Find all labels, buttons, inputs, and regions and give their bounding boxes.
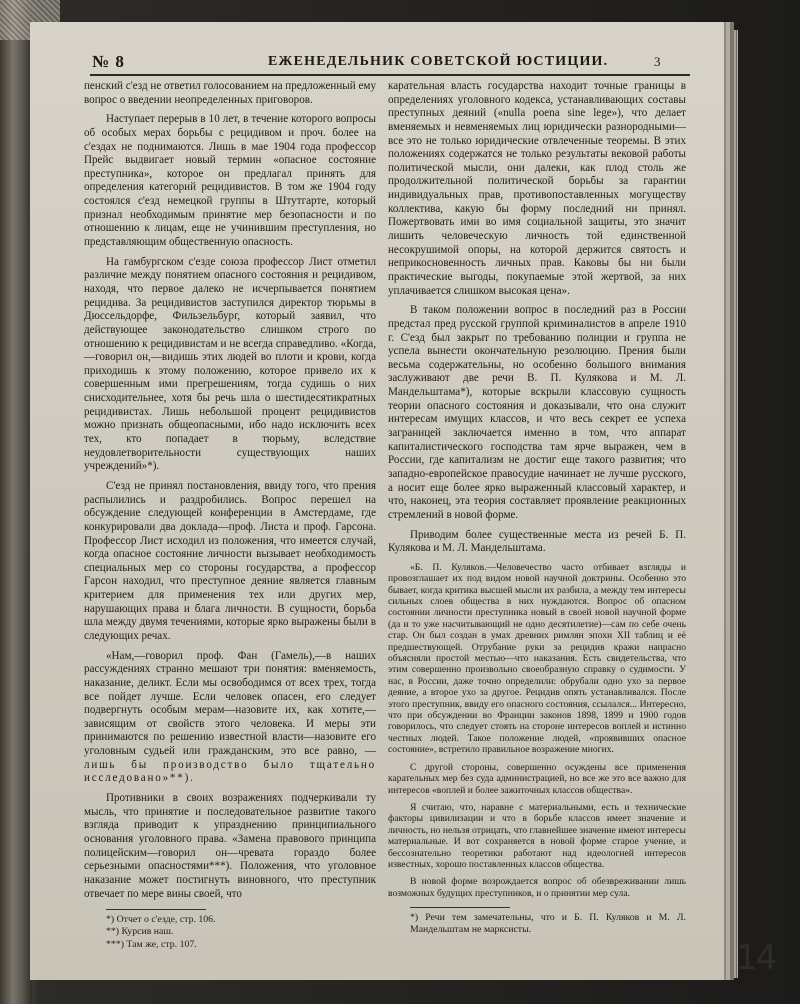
paragraph: На гамбургском с'езде союза профессор Лист отметил различие между понятием опасного состояния и рецидивом, находя, что первое далеко не исчерпывается понятием рецидива. За рецидивистов заступился директор тюрьмы в Дюссельдорфе, Фильзельбург, который заявил, что действующее законодательство слишком строго по отношению к рецидивистам и не всегда справедливо. «Когда,—говорил он,—видишь этих людей во плоти и крови, когда приходишь к этому положению, которое привело их к совершенным ими прегрешениям, тогда судишь о них снисходительнее, хотя бы речь шла о шестидесятикратных рецидивистах. Лишь небольшой процент рецидивистов можно признать общеопасными, ибо надо исключить всех тех, кто попадает в тюрьму, вследствие неудовлетворительности существующих наших учреждений»*). bbox=[84, 255, 376, 473]
page-stack-edge bbox=[724, 30, 738, 978]
book-binding bbox=[0, 0, 32, 1004]
quoted-speech: Я считаю, что, наравне с материальными, есть и технические факторы цивилизации и что в борьбе классов имеет значение и личность, но нельзя отрицать, что главнейшее значение имеют интересы материальные. И вот сохраняется в новой форме старое учение, и бессознательно теоретики работают над идеологией интересов известных, хорошо поставленных классов общества. bbox=[388, 801, 687, 870]
paragraph: С'езд не принял постановления, ввиду того, что прения распылились и раздробились. Вопрос перешел на обсуждение следующей конференции в Амстердаме, где конкурировали два доклада—проф. Листа и проф. Гарсона. Профессор Лист исходил из положения, что имеется случай, когда опасное состояние личности вызывает необходимость специальных мер со стороны государства, а профессор Гарсон находил, что преступное деяние является главным критерием для применения тех или других мер, нарушающих права и блага личности. В сущности, борьба шла между двумя течениями, которые ярко выражены были в следующих речах. bbox=[84, 479, 376, 642]
footnote-rule bbox=[106, 909, 206, 910]
header-rule bbox=[90, 74, 690, 76]
paragraph: Противники в своих возражениях подчеркивали ту мысль, что принятие и последовательное развитие такого взгляда приводит к упразднению принципиального основания уголовного права. «Замена правового принципа полицейским—говорил он—чревата гораздо более серьезными опасностями***). Положения, что уголовное наказание может постигнуть виновного, что преступник отвечает по мере вины своей, что bbox=[84, 792, 376, 900]
right-column bbox=[388, 80, 686, 937]
running-header bbox=[92, 52, 692, 72]
quote-paragraph bbox=[84, 650, 376, 786]
issue-number: № 8 bbox=[92, 52, 125, 71]
spaced-emphasis: лишь бы производство было тщательно исследовано»**). bbox=[84, 758, 376, 785]
journal-title: ЕЖЕНЕДЕЛЬНИК СОВЕТСКОЙ ЮСТИЦИИ. bbox=[268, 54, 609, 69]
paragraph: пенский с'езд не ответил голосованием на предложенный ему вопрос о введении неопределенных приговоров. bbox=[84, 80, 376, 106]
quoted-speech: В новой форме возрождается вопрос об обезвреживании лишь возможных будущих преступников, и о принятии мер сула. bbox=[388, 876, 686, 899]
quoted-speech: С другой стороны, совершенно осуждены все применения карательных мер без суда администрацией, но все же это все важно для интересов «воплей и более зажиточных классов общества». bbox=[388, 761, 686, 796]
paragraph: карательная власть государства находит точные границы в определениях уголовного кодекса, устанавливающих составы преступных деяний («nulla poena sine lege»), что делает вменяемых и невменяемых лиц юридически разнородными—все это не только юридические отвлеченные теоремы. В этих положениях содержатся не только результаты вековой работы политической мысли, они далеки, как плод столь же продолжительной политической борьбы за гарантии индивидуальных прав, противопоставленных могуществу коллектива, какую бы форму последний ни принял. Пожертвовать ими во имя социальной защиты, это значит лишить человеческую личность той единственной несокрушимой опоры, на которой держится святость и неприкосновенность личных прав. Каковы бы ни были практические выгоды, покупаемые этой жертвой, за них уплачивается слишком высокая цена». bbox=[388, 80, 686, 297]
quoted-speech: «Б. П. Куляков.—Человечество часто отбивает взгляды и провозглашает их под видом новой научной доктрины. Особенно это бывает, когда критика высшей мысли их разбила, а между тем интересы сильных слоев общества в них нуждаются. Вопрос об опасном состоянии личности преступника новый в своей новой научной форме (да и то уже насчитывающий не одно десятилетие)—сам по себе очень стар. Он был создан в умах древних римлян эпохи XII таблиц и её предшествующей. Отрубание руки за рецидив кражи напрасно объясняли простой местью—что наказания. Есть свидетельства, что этим совершенно произвольно своеобразную справку о судимости. У нас, в России, даже точно определили: обрубали одно ухо за первое деяние, а второе ухо за другое. Рецидив опять устанавливался. После этого преступник, ввиду его опасного состояния, ссылался... Интересно, что при обсуждении во Франции законов 1898, 1899 и 1900 годов говорилось, что следует стоять на стороне интересов воплей и истинно честных людей. Такое положение людей, «проявивших опасное состояние», встретило правильное возражение многих. bbox=[388, 561, 686, 756]
paragraph: В таком положении вопрос в последний раз в России предстал пред русской группой криминалистов в апреле 1910 г. С'езд был закрыт по требованию полиции и группа не успела вынести окончательную резолюцию. Прения были весьма содержательны, но особенно большого внимания заслуживают две речи В. П. Кулякова и М. Л. Мандельштама*), которые вскрыли классовую сущность теории опасного состояния и доказывали, что она служит интересам имущих классов, и что весь секрет ее успеха заграницей заключается именно в том, что аппарат капиталистического господства там ярче выражен, чем в России, где капитализм не достиг еще такого развития; что западно-европейское правосудие начинает не лучше русского, а носит еще более ярко выраженный классовый характер, и что, наконец, эта теория составляет проявление реакционных стремлений в новой форме. bbox=[388, 304, 686, 521]
paragraph: Приводим более существенные места из речей Б. П. Кулякова и М. Л. Мандельштама. bbox=[388, 528, 686, 555]
page-number: 3 bbox=[654, 54, 661, 69]
footnote: *) Речи тем замечательны, что и Б. П. Куляков и М. Л. Мандельштам не марксисты. bbox=[410, 912, 686, 936]
footnote: *) Отчет о с'езде, стр. 106. bbox=[106, 914, 216, 926]
paragraph: Наступает перерыв в 10 лет, в течение которого вопросы об особых мерах борьбы с рецидивом и проч. более на с'ездах не поднимаются. Лишь в мае 1904 года профессор Прейс выдвигает новый термин «опасное состояние преступника», которое он предлагал принять для определения категорий рецидивистов. В том же 1904 году состоялся с'езд немецкой группы в Штутгарте, который признал необходимым принятие мер безопасности и по отношению к лицам, еще не учинившим преступления, но представляющим общественную опасность. bbox=[84, 113, 376, 249]
archive-stamp: 14 bbox=[736, 938, 776, 978]
footnote-rule bbox=[410, 907, 510, 908]
footnote: ***) Там же, стр. 107. bbox=[106, 938, 197, 950]
quote-text: «Нам,—говорил проф. Фан (Гамель),—в наших рассуждениях странно мешают три понятия: вменяемость, наказание, деликт. Если мы освободимся от всех трех, тогда все пойдет лучше. Если человек опасен, его следует подвергнуть особым мерам—назовите их, как хотите,—зависящим от свойств этого человека. И меры эти принимаются по решению известной власти—назовите его уголовным судьей или гражданским, это все равно, — bbox=[84, 649, 376, 758]
left-column bbox=[84, 80, 376, 951]
footnote: **) Курсив наш. bbox=[106, 926, 174, 938]
